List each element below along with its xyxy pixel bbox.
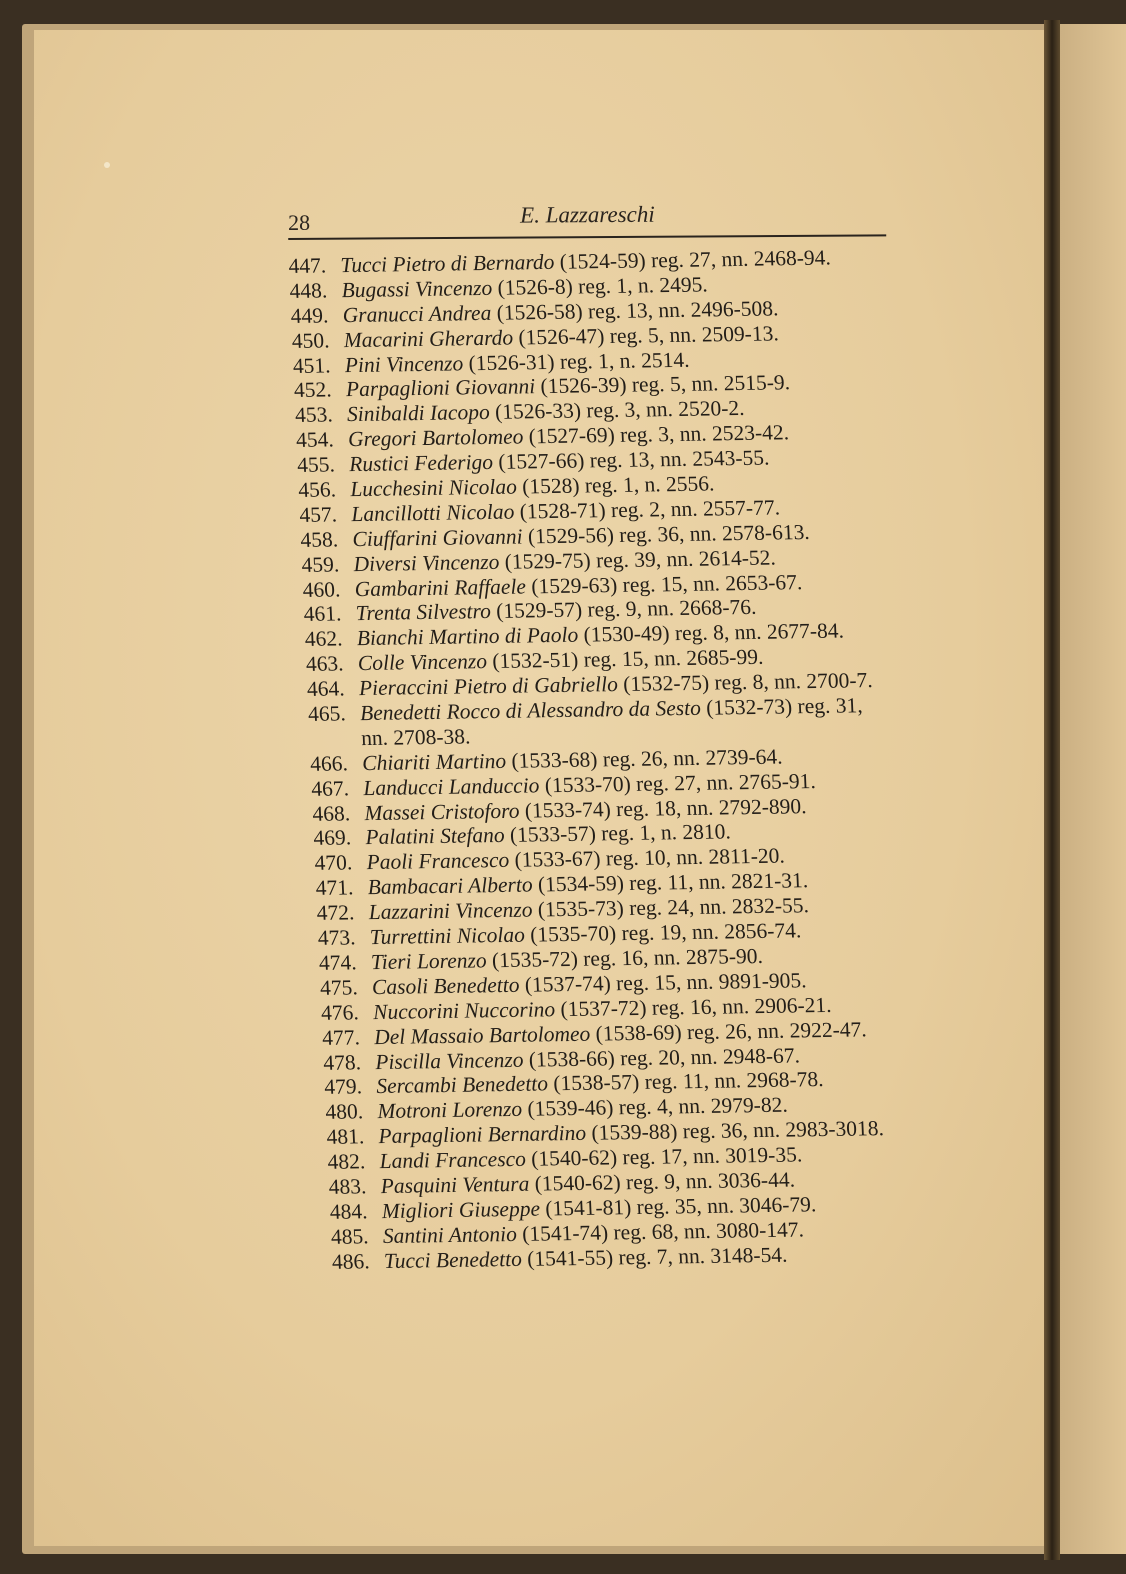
entry-details: (1538-57) reg. 11, nn. 2968-78.	[547, 1067, 825, 1096]
entry-details: (1538-66) reg. 20, nn. 2948-67.	[522, 1042, 801, 1072]
entry-details: (1537-72) reg. 16, nn. 2906-21.	[554, 992, 832, 1021]
entry-details: (1535-70) reg. 19, nn. 2856-74.	[524, 918, 802, 947]
entry-name: Bianchi Martino di Paolo	[356, 623, 579, 651]
entry-name: Chiariti Martino	[361, 748, 507, 775]
entry-details: (1534-59) reg. 11, nn. 2821-31.	[532, 868, 809, 897]
entry-name: Colle Vincenzo	[357, 649, 488, 676]
running-title: E. Lazzareschi	[520, 201, 655, 228]
entry-details: (1533-74) reg. 18, nn. 2792-890.	[518, 793, 807, 823]
entry-details: (1527-66) reg. 13, nn. 2543-55.	[492, 445, 770, 475]
entry-details: (1528) reg. 1, n. 2556.	[516, 471, 715, 499]
entry-number: 466.	[309, 751, 349, 776]
entry-details: (1526-8) reg. 1, n. 2495.	[491, 272, 709, 300]
book-spine	[1044, 20, 1060, 1560]
entry-number: 459.	[301, 552, 340, 577]
entry-number: 467.	[310, 776, 350, 801]
entry-name: Landi Francesco	[379, 1146, 527, 1174]
entry-number: 449.	[290, 303, 329, 328]
entry-number: 478.	[322, 1049, 362, 1075]
entry-name: Piscilla Vincenzo	[374, 1047, 524, 1074]
entry-details: (1529-75) reg. 39, nn. 2614-52.	[498, 545, 777, 574]
entry-details: (1538-69) reg. 26, nn. 2922-47.	[589, 1016, 868, 1046]
entry-number: 450.	[291, 328, 330, 353]
entry-name: Massei Cristoforo	[363, 798, 520, 825]
entry-number: 452.	[293, 377, 333, 403]
page-number: 28	[288, 209, 311, 235]
entry-number: 468.	[311, 800, 351, 826]
entry-details: (1539-46) reg. 4, nn. 2979-82.	[521, 1092, 789, 1122]
entry-details: (1527-69) reg. 3, nn. 2523-42.	[522, 420, 790, 449]
entry-name: Del Massaio Bartolomeo	[373, 1021, 591, 1049]
entry-details: (1532-51) reg. 15, nn. 2685-99.	[486, 645, 764, 674]
entry-number: 471.	[315, 875, 354, 901]
list-item-continuation: nn. 2708-38.	[360, 724, 471, 751]
entry-details: (1537-74) reg. 15, nn. 9891-905.	[518, 968, 807, 997]
entry-number: 455.	[296, 452, 336, 478]
entry-name: Benedetti Rocco di Alessandro da Sesto	[359, 695, 702, 726]
entry-details: (1532-75) reg. 8, nn. 2700-7.	[617, 668, 874, 697]
entry-details: (1532-73) reg. 31,	[700, 693, 864, 720]
entry-name: Gregori Bartolomeo	[347, 424, 524, 452]
entry-name: Sinibaldi Iacopo	[346, 400, 491, 427]
entry-details: (1533-67) reg. 10, nn. 2811-20.	[508, 843, 786, 873]
entry-name: Rustici Federigo	[348, 450, 494, 477]
entry-name: Palatini Stefano	[364, 823, 506, 850]
entry-number: 475.	[319, 975, 359, 1000]
entry-details: (1539-88) reg. 36, nn. 2983-3018.	[585, 1116, 885, 1145]
entry-number: 469.	[312, 825, 352, 851]
entry-number: 486.	[331, 1248, 371, 1274]
entry-number: 460.	[302, 576, 341, 602]
entry-number: 473.	[317, 925, 356, 950]
entry-details: (1529-63) reg. 15, nn. 2653-67.	[525, 569, 803, 599]
entry-name: Turrettini Nicolao	[369, 922, 526, 950]
entry-number: 472.	[316, 900, 355, 926]
entry-details: (1541-74) reg. 68, nn. 3080-147.	[516, 1217, 805, 1246]
entry-name: Parpaglioni Bernardino	[377, 1120, 587, 1149]
entry-number: 448.	[289, 278, 328, 303]
entry-name: Tucci Pietro di Bernardo	[339, 249, 555, 278]
entry-details: (1526-33) reg. 3, nn. 2520-2.	[489, 396, 746, 425]
entry-name: Parpaglioni Giovanni	[345, 374, 536, 402]
entry-name: Motroni Lorenzo	[376, 1097, 523, 1124]
entry-number: 477.	[321, 1024, 361, 1050]
entry-name: Migliori Giuseppe	[381, 1196, 541, 1223]
entry-details: (1533-70) reg. 27, nn. 2765-91.	[538, 768, 817, 798]
entry-name: Casoli Benedetto	[371, 972, 520, 999]
entry-number: 454.	[295, 427, 335, 453]
entry-number: 462.	[304, 626, 343, 652]
entry-number: 474.	[318, 950, 358, 975]
entry-name: Pieraccini Pietro di Gabriello	[358, 672, 619, 701]
entry-details: (1535-73) reg. 24, nn. 2832-55.	[531, 893, 810, 922]
entry-number: 447.	[288, 253, 327, 278]
entry-details: (1533-57) reg. 1, n. 2810.	[504, 819, 732, 848]
entry-number: 456.	[297, 477, 337, 502]
entry-name: Lancillotti Nicolao	[350, 499, 515, 527]
entry-name: Bambacari Alberto	[367, 872, 534, 900]
entry-name: Ciuffarini Giovanni	[351, 524, 524, 551]
entry-details: (1528-71) reg. 2, nn. 2557-77.	[513, 495, 781, 524]
entry-details: (1526-47) reg. 5, nn. 2509-13.	[512, 321, 780, 350]
entry-number: 470.	[314, 850, 353, 876]
entry-details: (1541-55) reg. 7, nn. 3148-54.	[521, 1242, 788, 1271]
entry-name: Sercambi Benedetto	[375, 1071, 549, 1099]
entry-name: Landucci Landuccio	[362, 773, 540, 800]
entry-number: 481.	[326, 1124, 365, 1150]
entry-number: 476.	[320, 1000, 360, 1025]
entry-details: (1540-62) reg. 17, nn. 3019-35.	[525, 1142, 803, 1171]
entry-number: 483.	[328, 1174, 367, 1199]
entry-details: (1526-39) reg. 5, nn. 2515-9.	[534, 370, 791, 399]
entry-details: (1533-68) reg. 26, nn. 2739-64.	[505, 744, 783, 773]
entry-details: (1524-59) reg. 27, nn. 2468-94.	[553, 245, 832, 274]
entry-name: Pasquini Ventura	[380, 1171, 530, 1199]
entry-number: 453.	[294, 402, 334, 428]
entry-name: Lazzarini Vincenzo	[368, 897, 534, 925]
facing-page-edge	[1060, 24, 1126, 1554]
entry-name: Macarini Gherardo	[343, 325, 514, 352]
entry-name: Nuccorini Nuccorino	[372, 996, 556, 1024]
entry-number: 484.	[329, 1199, 368, 1224]
entry-name: Lucchesini Nicolao	[349, 474, 518, 502]
entry-number: 451.	[292, 352, 331, 378]
entry-number: 485.	[330, 1224, 370, 1249]
entry-number: 480.	[324, 1099, 364, 1125]
entry-details: (1526-31) reg. 1, n. 2514.	[462, 347, 690, 375]
entry-number: 457.	[298, 502, 338, 527]
entry-name: Tieri Lorenzo	[370, 948, 488, 975]
entry-name: Gambarini Raffaele	[354, 574, 527, 601]
entry-details: (1541-81) reg. 35, nn. 3046-79.	[539, 1192, 817, 1221]
entry-number: 458.	[299, 527, 339, 552]
entry-name: Diversi Vincenzo	[353, 549, 500, 576]
entry-name: Santini Antonio	[382, 1221, 518, 1248]
entry-details: (1526-58) reg. 13, nn. 2496-508.	[490, 296, 779, 325]
entry-details: (1530-49) reg. 8, nn. 2677-84.	[577, 618, 845, 648]
page-header	[288, 196, 888, 240]
entry-name: Granucci Andrea	[342, 300, 492, 327]
entry-name: Pini Vincenzo	[344, 350, 464, 377]
entry-number: 482.	[327, 1149, 366, 1174]
entry-details: (1529-57) reg. 9, nn. 2668-76.	[490, 595, 757, 624]
entry-name: Tucci Benedetto	[383, 1246, 523, 1273]
entry-number: 464.	[306, 676, 346, 702]
entry-number: 465.	[307, 701, 347, 726]
entry-number: 461.	[303, 601, 342, 627]
entry-details: (1529-56) reg. 36, nn. 2578-613.	[522, 519, 811, 549]
register-list	[288, 244, 972, 1274]
entry-name: Bugassi Vincenzo	[341, 275, 493, 303]
entry-details: (1540-62) reg. 9, nn. 3036-44.	[528, 1167, 796, 1196]
entry-details: (1535-72) reg. 16, nn. 2875-90.	[486, 943, 764, 973]
entry-name: Trenta Silvestro	[355, 599, 492, 626]
entry-number: 479.	[323, 1074, 363, 1100]
entry-number: 463.	[305, 651, 345, 677]
entry-name: Paoli Francesco	[366, 848, 510, 875]
paper-speck	[104, 162, 110, 168]
